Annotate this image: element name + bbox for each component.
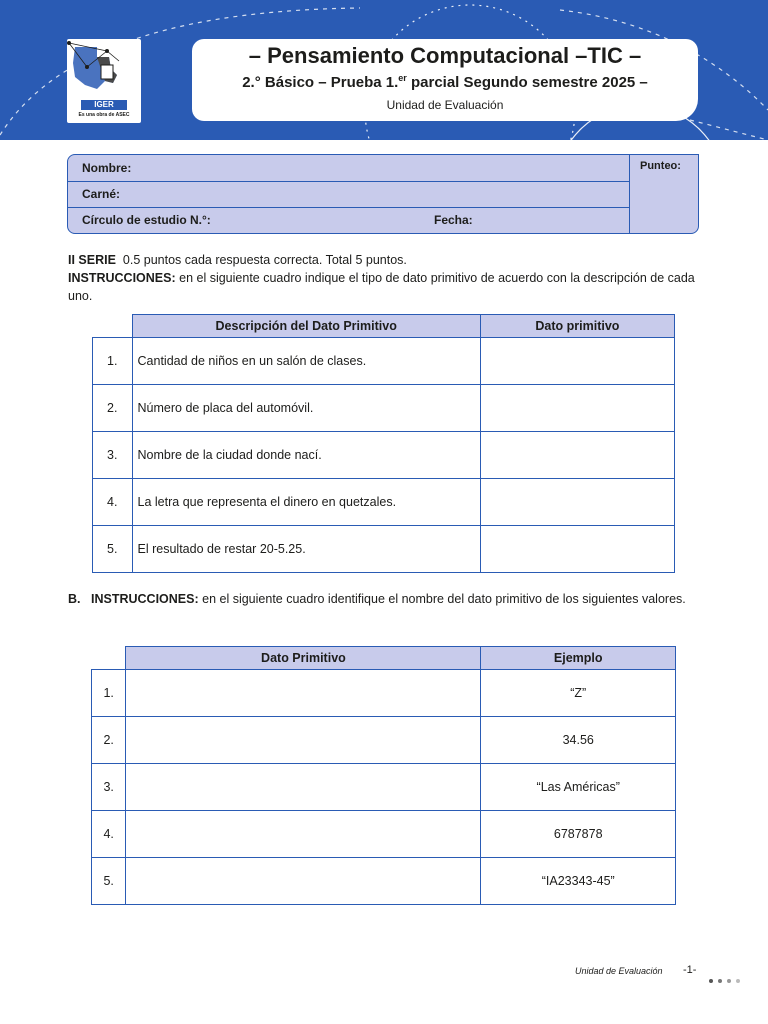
table-row: 1. “Z” bbox=[92, 670, 676, 717]
answer-cell[interactable] bbox=[126, 670, 481, 717]
answer-cell[interactable] bbox=[126, 858, 481, 905]
page-title: – Pensamiento Computacional –TIC – bbox=[248, 43, 642, 68]
circulo-label: Círculo de estudio N.°: bbox=[82, 213, 211, 227]
primitive-example-table bbox=[91, 646, 676, 905]
answer-cell[interactable] bbox=[480, 338, 674, 385]
footer-label: Unidad de Evaluación bbox=[575, 966, 663, 976]
serie-instructions: II SERIE 0.5 puntos cada respuesta correcta. Total 5 puntos. INSTRUCCIONES: en el siguiente cuadro indique el tipo de dato primitivo de acuerdo con la descripción de cada uno. bbox=[68, 253, 695, 303]
title-card bbox=[192, 39, 698, 121]
unit-label: Unidad de Evaluación bbox=[386, 98, 504, 112]
answer-cell[interactable] bbox=[126, 811, 481, 858]
fecha-label: Fecha: bbox=[434, 213, 473, 227]
header-banner bbox=[0, 0, 768, 140]
circulo-fecha-row[interactable] bbox=[68, 207, 629, 233]
answer-cell[interactable] bbox=[480, 479, 674, 526]
student-info-box bbox=[67, 154, 699, 234]
section-b-instructions: B. INSTRUCCIONES: en el siguiente cuadro identifique el nombre del dato primitivo de los siguientes valores. bbox=[68, 592, 686, 606]
table-row: 3. Nombre de la ciudad donde nací. bbox=[93, 432, 675, 479]
page-dots-decoration bbox=[709, 970, 745, 988]
answer-cell[interactable] bbox=[126, 717, 481, 764]
table2-header-type: Dato Primitivo bbox=[126, 647, 481, 670]
table1-header-type: Dato primitivo bbox=[480, 315, 674, 338]
answer-cell[interactable] bbox=[480, 385, 674, 432]
table-row: 2. Número de placa del automóvil. bbox=[93, 385, 675, 432]
answer-cell[interactable] bbox=[126, 764, 481, 811]
table-row: 3. “Las Américas” bbox=[92, 764, 676, 811]
punteo-field[interactable]: Punteo: bbox=[629, 155, 699, 233]
table1-header-desc: Descripción del Dato Primitivo bbox=[132, 315, 480, 338]
table-row: 4. 6787878 bbox=[92, 811, 676, 858]
table-row: 4. La letra que representa el dinero en quetzales. bbox=[93, 479, 675, 526]
nombre-field[interactable]: Nombre: bbox=[68, 155, 629, 182]
section-b-letter: B. bbox=[68, 592, 81, 606]
logo-label: IGER bbox=[81, 100, 127, 110]
table2-header-example: Ejemplo bbox=[481, 647, 676, 670]
table-row: 5. El resultado de restar 20-5.25. bbox=[93, 526, 675, 573]
answer-cell[interactable] bbox=[480, 526, 674, 573]
table-row: 2. 34.56 bbox=[92, 717, 676, 764]
table-row: 1. Cantidad de niños en un salón de clases. bbox=[93, 338, 675, 385]
answer-cell[interactable] bbox=[480, 432, 674, 479]
iger-logo bbox=[67, 39, 141, 123]
page-number: -1- bbox=[683, 964, 697, 976]
table-row: 5. “IA23343-45” bbox=[92, 858, 676, 905]
carne-field[interactable]: Carné: bbox=[68, 181, 629, 208]
logo-subtitle: Es una obra de ASEC bbox=[78, 112, 130, 118]
exam-subtitle: 2.° Básico – Prueba 1.$^{er}$ parcial Segundo semestre 2025 – bbox=[242, 73, 648, 91]
primitive-description-table bbox=[92, 314, 675, 573]
guatemala-map-icon bbox=[67, 39, 123, 95]
